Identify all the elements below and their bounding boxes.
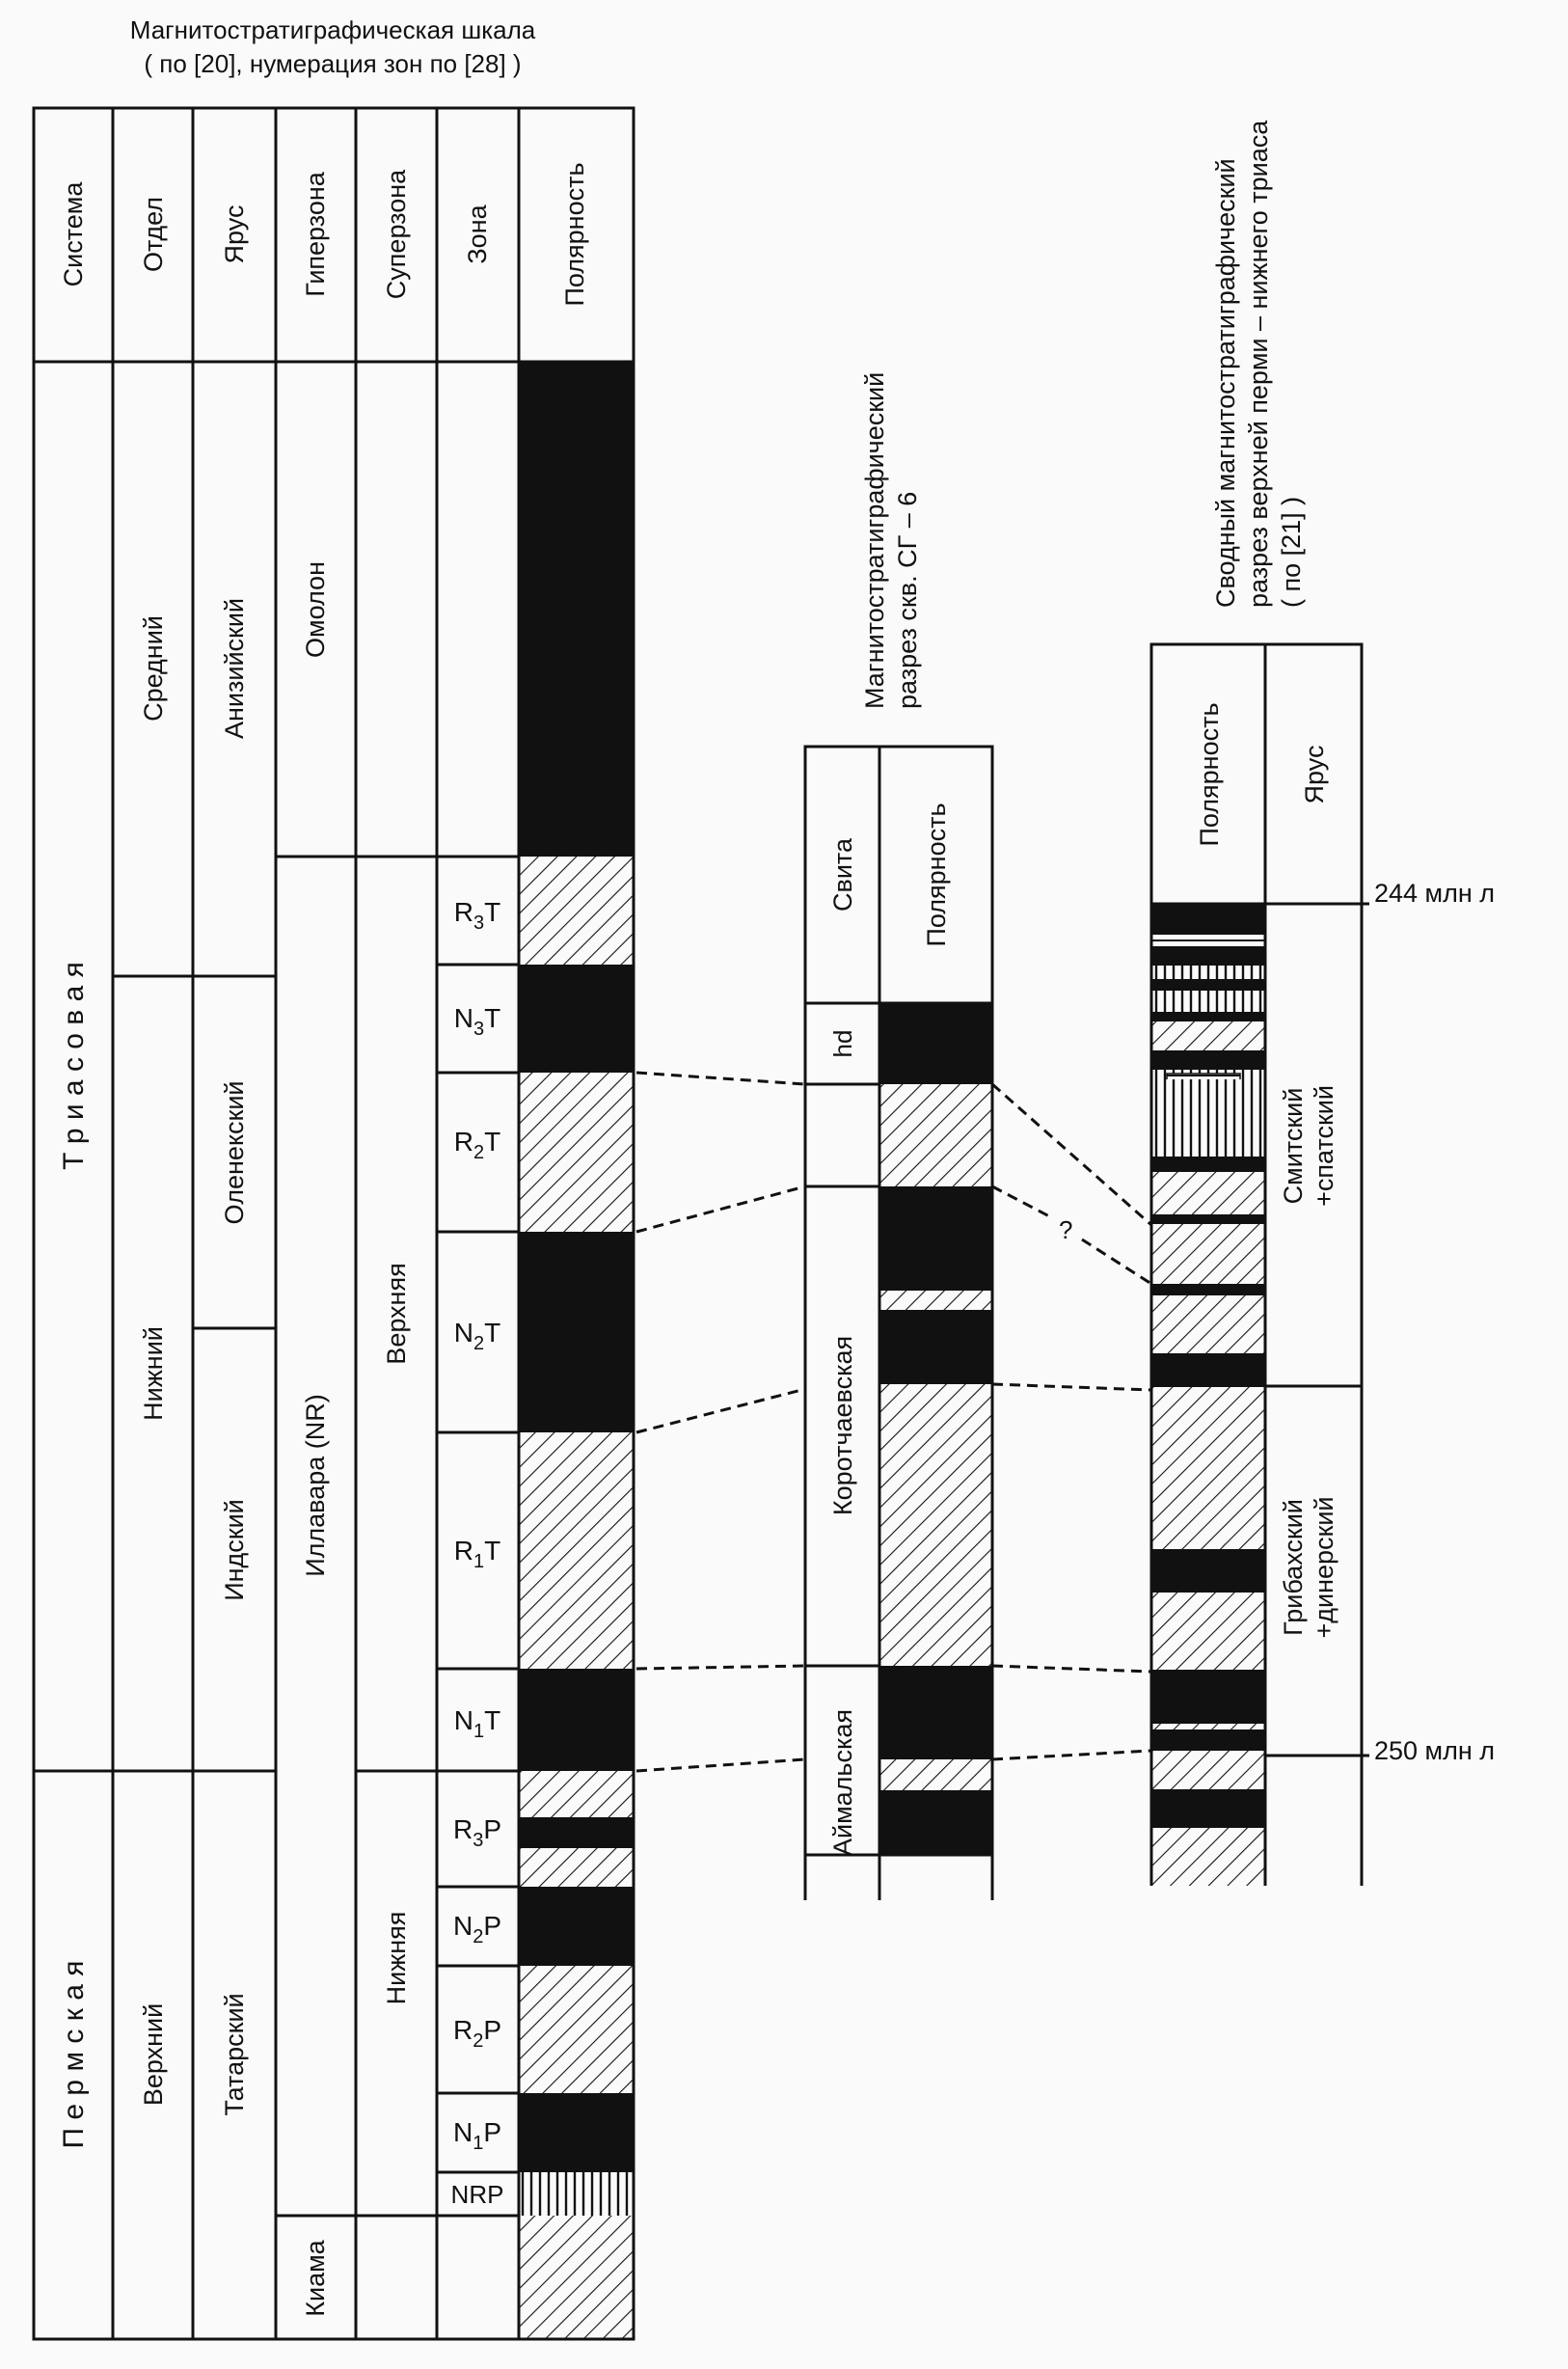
- stage-anisian: Анизийский: [220, 597, 249, 740]
- composite-section: [1151, 644, 1362, 1886]
- stage-olenekian: Оленекский: [220, 1080, 249, 1225]
- stage-induan: Индский: [220, 1499, 249, 1601]
- sg6-title-line2: разрез скв. СГ – 6: [893, 491, 922, 709]
- header-polarity: Полярность: [560, 162, 589, 307]
- composite-title-line2: разрез верхней перми – нижнего триаса: [1244, 120, 1273, 608]
- zone-label: $R_1T$: [453, 1536, 501, 1572]
- correlation-line: [636, 1073, 805, 1084]
- header-stage: Ярус: [220, 204, 249, 264]
- composite-header-stage: Ярус: [1300, 745, 1329, 804]
- question-mark: ?: [1059, 1215, 1073, 1244]
- correlation-line: [636, 1186, 805, 1232]
- sg6-title-line1: Магнитостратиграфический: [860, 371, 889, 709]
- series-upper: Верхний: [139, 2002, 168, 2107]
- zone-label: $R_3P$: [452, 1814, 502, 1851]
- scale-title-line1: Магнитостратиграфическая шкала: [129, 15, 536, 44]
- correlation-line: [992, 1384, 1151, 1390]
- system-triassic: Т р и а с о в а я: [58, 962, 90, 1170]
- header-zone: Зона: [463, 204, 492, 264]
- superzone-upper: Верхняя: [382, 1263, 411, 1365]
- composite-stage-lower-line1: Грибахский: [1279, 1499, 1308, 1636]
- sg6-header-polarity: Полярность: [922, 803, 951, 947]
- composite-stage-upper-line1: Смитский: [1279, 1087, 1308, 1205]
- composite-stage-upper-line2: +спатский: [1310, 1085, 1338, 1207]
- main-scale-table: [34, 108, 634, 2339]
- correlation-line: [636, 1759, 805, 1771]
- sg6-suite-aimal: Аймальская: [828, 1708, 857, 1857]
- sg6-header-suite: Свита: [828, 837, 857, 912]
- superzone-lower: Нижняя: [382, 1911, 411, 2005]
- hyperzone-omolon: Омолон: [301, 561, 330, 658]
- zone-label: $N_2T$: [453, 1318, 501, 1354]
- zone-label: $N_1P$: [452, 2117, 502, 2154]
- composite-title-line3: ( по [21] ): [1277, 496, 1306, 608]
- age-label-bottom: 250 млн л: [1374, 1736, 1496, 1765]
- header-superzone: Суперзона: [382, 169, 411, 300]
- main-polarity-column: [519, 362, 634, 2339]
- zone-label: $R_2T$: [453, 1127, 501, 1163]
- stage-tatarian: Татарский: [220, 1993, 249, 2116]
- correlation-line: [636, 1666, 805, 1669]
- header-hyperzone: Гиперзона: [301, 172, 330, 297]
- zone-label: NRP: [450, 2180, 504, 2209]
- hyperzone-illawarra: Иллавара (NR): [301, 1394, 330, 1577]
- zone-label: $N_3T$: [453, 1003, 501, 1040]
- series-lower: Нижний: [139, 1326, 168, 1421]
- composite-title-line1: Сводный магнитостратиграфический: [1211, 158, 1240, 608]
- age-label-top: 244 млн л: [1374, 879, 1496, 908]
- correlation-line: [992, 1751, 1151, 1759]
- series-middle: Средний: [139, 615, 168, 722]
- zone-label: $R_3T$: [453, 897, 501, 934]
- composite-polarity-column: [1151, 904, 1265, 1886]
- zone-label: $N_2P$: [452, 1911, 502, 1947]
- zone-label: $N_1T$: [453, 1705, 501, 1742]
- sg6-suite-hd: hd: [828, 1029, 857, 1058]
- composite-stage-lower-line2: +динерский: [1310, 1496, 1338, 1639]
- zone-label: $R_2P$: [452, 2015, 502, 2052]
- zone-labels: [451, 897, 504, 2209]
- header-system: Система: [59, 181, 88, 287]
- composite-header-polarity: Полярность: [1195, 702, 1224, 847]
- correlation-line: [992, 1666, 1151, 1672]
- correlation-line: [636, 1389, 805, 1432]
- scale-title-line2: ( по [20], нумерация зон по [28] ): [144, 49, 522, 78]
- sg6-suite-korotchaev: Коротчаевская: [828, 1335, 857, 1516]
- system-permian: П е р м с к а я: [58, 1960, 90, 2149]
- header-series: Отдел: [139, 196, 168, 273]
- sg6-polarity-column: [879, 1003, 992, 1855]
- hyperzone-kiaman: Киама: [301, 2240, 330, 2317]
- correlation-line: [992, 1084, 1151, 1225]
